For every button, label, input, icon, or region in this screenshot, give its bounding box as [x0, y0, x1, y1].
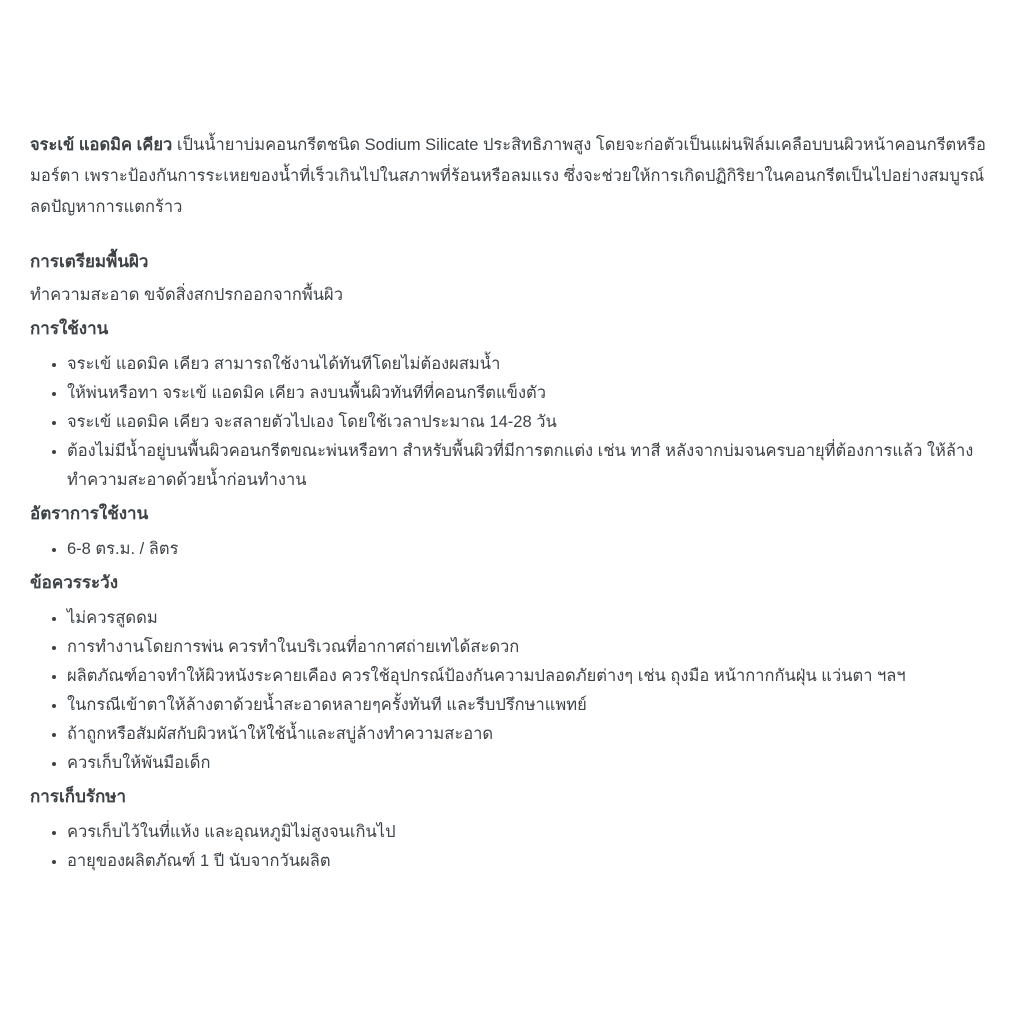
bullet-item: • ควรเก็บให้พันมือเด็ก — [67, 749, 992, 778]
section-bullet-list — [30, 535, 992, 564]
product-intro-paragraph — [30, 130, 992, 223]
bullet-item: • ต้องไม่มีน้ำอยู่บนพื้นผิวคอนกรีตขณะพ่นหรือทา สำหรับพื้นผิวที่มีการตกแต่ง เช่น ทาสี หลังจากบ่มจนครบอายุที่ต้องการแล้ว ให้ล้างทำความสะอาดด้วยน้ำก่อนทำงาน — [67, 437, 992, 495]
bullet-item: • ไม่ควรสูดดม — [67, 604, 992, 633]
bullet-item: • ในกรณีเข้าตาให้ล้างตาด้วยน้ำสะอาดหลายๆครั้งทันที และรีบปรึกษาแพทย์ — [67, 691, 992, 720]
bullet-item: • ถ้าถูกหรือสัมผัสกับผิวหน้าให้ใช้น้ำและสบู่ล้างทำความสะอาด — [67, 720, 992, 749]
bullet-item: • ผลิตภัณฑ์อาจทำให้ผิวหนังระคายเคือง ควรใช้อุปกรณ์ป้องกันความปลอดภัยต่างๆ เช่น ถุงมือ หน้ากากกันฝุ่น แว่นตา ฯลฯ — [67, 662, 992, 691]
bullet-item: • การทำงานโดยการพ่น ควรทำในบริเวณที่อากาศถ่ายเทได้สะดวก — [67, 633, 992, 662]
section-heading: การเตรียมพื้นผิว — [30, 252, 149, 271]
bullet-item: • ควรเก็บไว้ในที่แห้ง และอุณหภูมิไม่สูงจนเกินไป — [67, 818, 992, 847]
bullet-item: • จระเข้ แอดมิค เคียว จะสลายตัวไปเอง โดยใช้เวลาประมาณ 14-28 วัน — [67, 408, 992, 437]
bullet-item: • 6-8 ตร.ม. / ลิตร — [67, 535, 992, 564]
bullet-item: • ให้พ่นหรือทา จระเข้ แอดมิค เคียว ลงบนพื้นผิวทันทีที่คอนกรีตแข็งตัว — [67, 379, 992, 408]
section-heading: อัตราการใช้งาน — [30, 504, 149, 523]
section-heading: ข้อควรระวัง — [30, 573, 118, 592]
bullet-item: • จระเข้ แอดมิค เคียว สามารถใช้งานได้ทันทีโดยไม่ต้องผสมน้ำ — [67, 350, 992, 379]
section-heading: การใช้งาน — [30, 319, 109, 338]
section-heading: การเก็บรักษา — [30, 787, 127, 806]
section-bullet-list — [30, 818, 992, 876]
product-intro-text: เป็นน้ำยาบ่มคอนกรีตชนิด Sodium Silicate ประสิทธิภาพสูง โดยจะก่อตัวเป็นแผ่นฟิล์มเคลือบบนผิวหน้าคอนกรีตหรือมอร์ตา เพราะป้องกันการระเหยของน้ำที่เร็วเกินไปในสภาพที่ร้อนหรือลมแรง ซึ่งจะช่วยให้การเกิดปฏิกิริยาในคอนกรีตเป็นไปอย่างสมบูรณ์ ลดปัญหาการแตกร้าว — [30, 136, 986, 216]
product-name: จระเข้ แอดมิค เคียว — [30, 136, 173, 154]
section-bullet-list — [30, 604, 992, 778]
section-paragraph: ทำความสะอาด ขจัดสิ่งสกปรกออกจากพื้นผิว — [30, 286, 343, 304]
section-bullet-list — [30, 350, 992, 495]
sections-container — [30, 247, 992, 876]
bullet-item: • อายุของผลิตภัณฑ์ 1 ปี นับจากวันผลิต — [67, 847, 992, 876]
